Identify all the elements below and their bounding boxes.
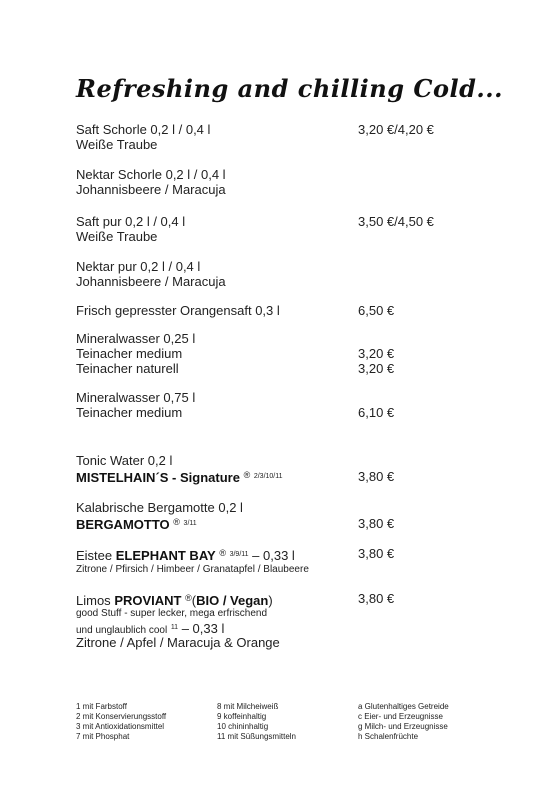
item-name: Saft pur 0,2 l / 0,4 l	[76, 214, 186, 229]
item-variant: Weiße Traube	[76, 229, 158, 244]
item-price: 3,80 €	[358, 469, 395, 484]
item-prefix: Limos	[76, 593, 111, 608]
item-name: Saft Schorle 0,2 l / 0,4 l	[76, 122, 211, 137]
item-price: 3,50 €/4,50 €	[358, 214, 434, 229]
item-name	[76, 546, 295, 563]
page-title: Refreshing and chilling Cold...	[76, 74, 503, 103]
item-price: 3,20 €/4,20 €	[358, 122, 434, 137]
item-size: – 0,33 l	[252, 548, 295, 563]
item-price: 3,20 €	[358, 346, 395, 361]
item-prefix: Eistee	[76, 548, 113, 563]
footnotes-column-contents	[217, 702, 296, 742]
item-description: und unglaublich cool	[76, 625, 168, 636]
item-flavors: Zitrone / Apfel / Maracuja & Orange	[76, 635, 280, 650]
footnote: h Schalenfrüchte	[358, 732, 419, 741]
item-name: Mineralwasser 0,75 l	[76, 390, 196, 405]
brand-name: ELEPHANT BAY	[115, 548, 216, 563]
item-name: Frisch gepresster Orangensaft 0,3 l	[76, 303, 280, 318]
brand-name: BERGAMOTTO	[76, 517, 170, 532]
item-variant: Teinacher naturell	[76, 361, 179, 376]
footnote: 8 mit Milcheiweiß	[217, 702, 279, 711]
footnote: 3 mit Antioxidationsmittel	[76, 722, 165, 731]
paren-close: )	[268, 593, 273, 608]
footnote: c Eier- und Erzeugnisse	[358, 712, 443, 721]
footnote: 1 mit Farbstoff	[76, 702, 127, 711]
registered-mark: ®	[219, 548, 226, 558]
footnotes-column-additives	[76, 702, 166, 742]
brand-name: MISTELHAIN´S - Signature	[76, 470, 240, 485]
item-variant: Johannisbeere / Maracuja	[76, 274, 226, 289]
item-variant: Teinacher medium	[76, 405, 183, 420]
item-price: 3,80 €	[358, 546, 395, 561]
item-description: good Stuff - super lecker, mega erfrischend	[76, 608, 268, 619]
item-brand-line	[76, 468, 283, 485]
item-variant: Weiße Traube	[76, 137, 158, 152]
item-name: Nektar Schorle 0,2 l / 0,4 l	[76, 167, 226, 182]
item-variant: Johannisbeere / Maracuja	[76, 182, 226, 197]
item-name: Tonic Water 0,2 l	[76, 453, 173, 468]
registered-mark: ®	[185, 593, 192, 603]
registered-mark: ®	[243, 470, 251, 480]
footnote: 7 mit Phosphat	[76, 732, 130, 741]
footnote: 9 koffeinhaltig	[217, 712, 267, 721]
footnote: a Glutenhaltiges Getreide	[358, 702, 449, 711]
item-name: Mineralwasser 0,25 l	[76, 331, 196, 346]
brand-name: PROVIANT	[114, 593, 182, 608]
additive-note: 11	[170, 624, 179, 631]
footnote: g Milch- und Erzeugnisse	[358, 722, 448, 731]
item-price: 3,20 €	[358, 361, 395, 376]
paren-open: (	[191, 593, 197, 608]
footnote: 2 mit Konservierungsstoff	[76, 712, 167, 721]
item-variant: Teinacher medium	[76, 346, 183, 361]
footnotes-column-allergens	[358, 702, 449, 742]
item-brand-line	[76, 515, 197, 532]
bio-vegan-label: BIO / Vegan	[196, 593, 269, 608]
footnote: 11 mit Süßungsmitteln	[217, 732, 296, 741]
additive-note: 3/11	[183, 520, 197, 527]
item-name: Nektar pur 0,2 l / 0,4 l	[76, 259, 201, 274]
item-name: Kalabrische Bergamotte 0,2 l	[76, 500, 243, 515]
item-price: 3,80 €	[358, 591, 395, 606]
registered-mark: ®	[173, 517, 180, 527]
item-price: 6,10 €	[358, 405, 395, 420]
item-price: 6,50 €	[358, 303, 395, 318]
item-size: – 0,33 l	[181, 621, 225, 636]
additive-note: 2/3/10/11	[253, 473, 283, 480]
footnote: 10 chininhaltig	[217, 722, 269, 731]
additive-note: 3/9/11	[229, 551, 249, 558]
item-flavors: Zitrone / Pfirsich / Himbeer / Granatapfel / Blaubeere	[76, 564, 309, 575]
item-price: 3,80 €	[358, 516, 395, 531]
